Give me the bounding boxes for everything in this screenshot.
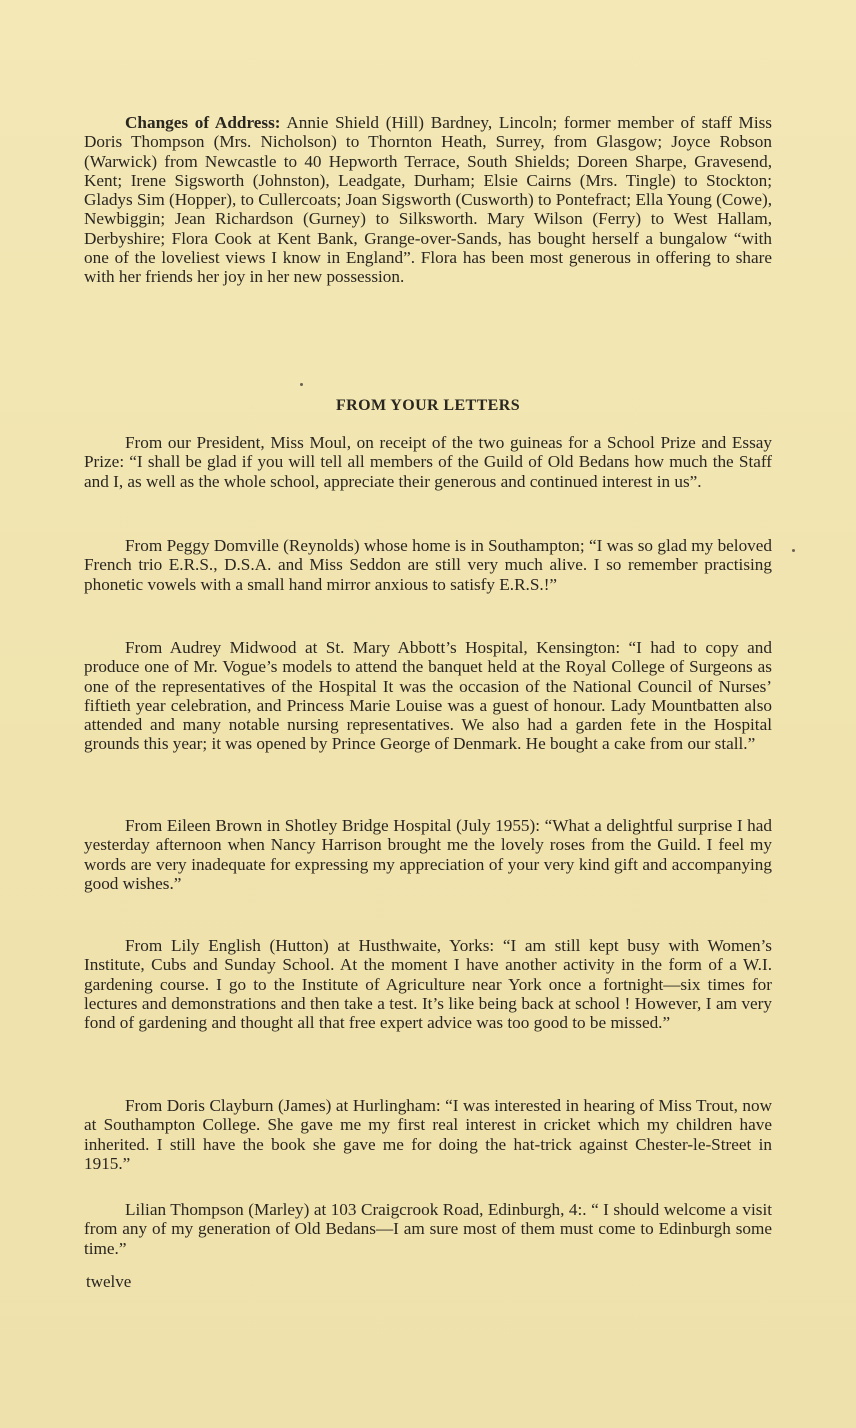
- letter-3: [84, 638, 772, 754]
- changes-paragraph: [84, 113, 772, 287]
- letter-4: [84, 816, 772, 893]
- letter-paragraph: From our President, Miss Moul, on receipt of the two guineas for a School Prize and Essay Prize: “I shall be glad if you will tell all members of the Guild of Old Bedans how much the Staff and I, as well as the whole school, appreciate their generous and continued interest in us”.: [84, 433, 772, 491]
- letter-paragraph: From Audrey Midwood at St. Mary Abbott’s Hospital, Kensington: “I had to copy and produce one of Mr. Vogue’s models to attend the banquet held at the Royal College of Surgeons as one of the representatives of the Hospital It was the occasion of the National Council of Nurses’ fiftieth year celebration, and Princess Marie Louise was a guest of honour. Lady Mountbatten also attended and many notable nursing representatives. We also had a garden fete in the Hospital grounds this year; it was opened by Prince George of Denmark. He bought a cake from our stall.”: [84, 638, 772, 754]
- letter-5: [84, 936, 772, 1032]
- changes-of-address: [84, 113, 772, 287]
- speck-mark: [300, 383, 303, 386]
- letter-paragraph: Lilian Thompson (Marley) at 103 Craigcrook Road, Edinburgh, 4:. “ I should welcome a visit from any of my generation of Old Bedans—I am sure most of them must come to Edinburgh some time.”: [84, 1200, 772, 1258]
- letter-6: [84, 1096, 772, 1173]
- letter-paragraph: From Peggy Domville (Reynolds) whose home is in Southampton; “I was so glad my beloved French trio E.R.S., D.S.A. and Miss Seddon are still very much alive. I so remember practising phonetic vowels with a small hand mirror anxious to satisfy E.R.S.!”: [84, 536, 772, 594]
- page-number: twelve: [86, 1272, 132, 1291]
- section-title: FROM YOUR LETTERS: [335, 397, 520, 414]
- changes-text: Annie Shield (Hill) Bardney, Lincoln; former member of staff Miss Doris Thompson (Mrs. Nicholson) to Thornton Heath, Surrey, from Glasgow; Joyce Robson (Warwick) from Newcastle to 40 Hepworth Terrace, South Shields; Doreen Sharpe, Gravesend, Kent; Irene Sigsworth (Johnston), Leadgate, Durham; Elsie Cairns (Mrs. Tingle) to Stockton; Gladys Sim (Hopper), to Cullercoats; Joan Sigsworth (Cusworth) to Pontefract; Ella Young (Cowe), Newbiggin; Jean Richardson (Gurney) to Silksworth. Mary Wilson (Ferry) to West Hallam, Derbyshire; Flora Cook at Kent Bank, Grange-over-Sands, has bought herself a bungalow “with one of the loveliest views I know in England”. Flora has been most generous in offering to share with her friends her joy in her new possession.: [84, 113, 772, 287]
- letter-7: [84, 1200, 772, 1258]
- letter-paragraph: From Lily English (Hutton) at Husthwaite, Yorks: “I am still kept busy with Women’s Institute, Cubs and Sunday School. At the moment I have another activity in the form of a W.I. gardening course. I go to the Institute of Agriculture near York once a fortnight—six times for lectures and demonstrations and then take a test. It’s like being back at school ! However, I am very fond of gardening and thought all that free expert advice was too good to be missed.”: [84, 936, 772, 1033]
- letter-2: [84, 536, 772, 594]
- changes-lead: Changes of Address:: [125, 113, 281, 132]
- letter-paragraph: From Doris Clayburn (James) at Hurlingham: “I was interested in hearing of Miss Trout, now at Southampton College. She gave me my first real interest in cricket which my children have inherited. I still have the book she gave me for doing the hat-trick against Chester-le-Street in 1915.”: [84, 1096, 772, 1173]
- letter-1: [84, 433, 772, 491]
- speck-mark: [792, 549, 795, 552]
- letter-paragraph: From Eileen Brown in Shotley Bridge Hospital (July 1955): “What a delightful surprise I had yesterday afternoon when Nancy Harrison brought me the lovely roses from the Guild. I feel my words are very inadequate for expressing my appreciation of your very kind gift and accompanying good wishes.”: [84, 816, 772, 893]
